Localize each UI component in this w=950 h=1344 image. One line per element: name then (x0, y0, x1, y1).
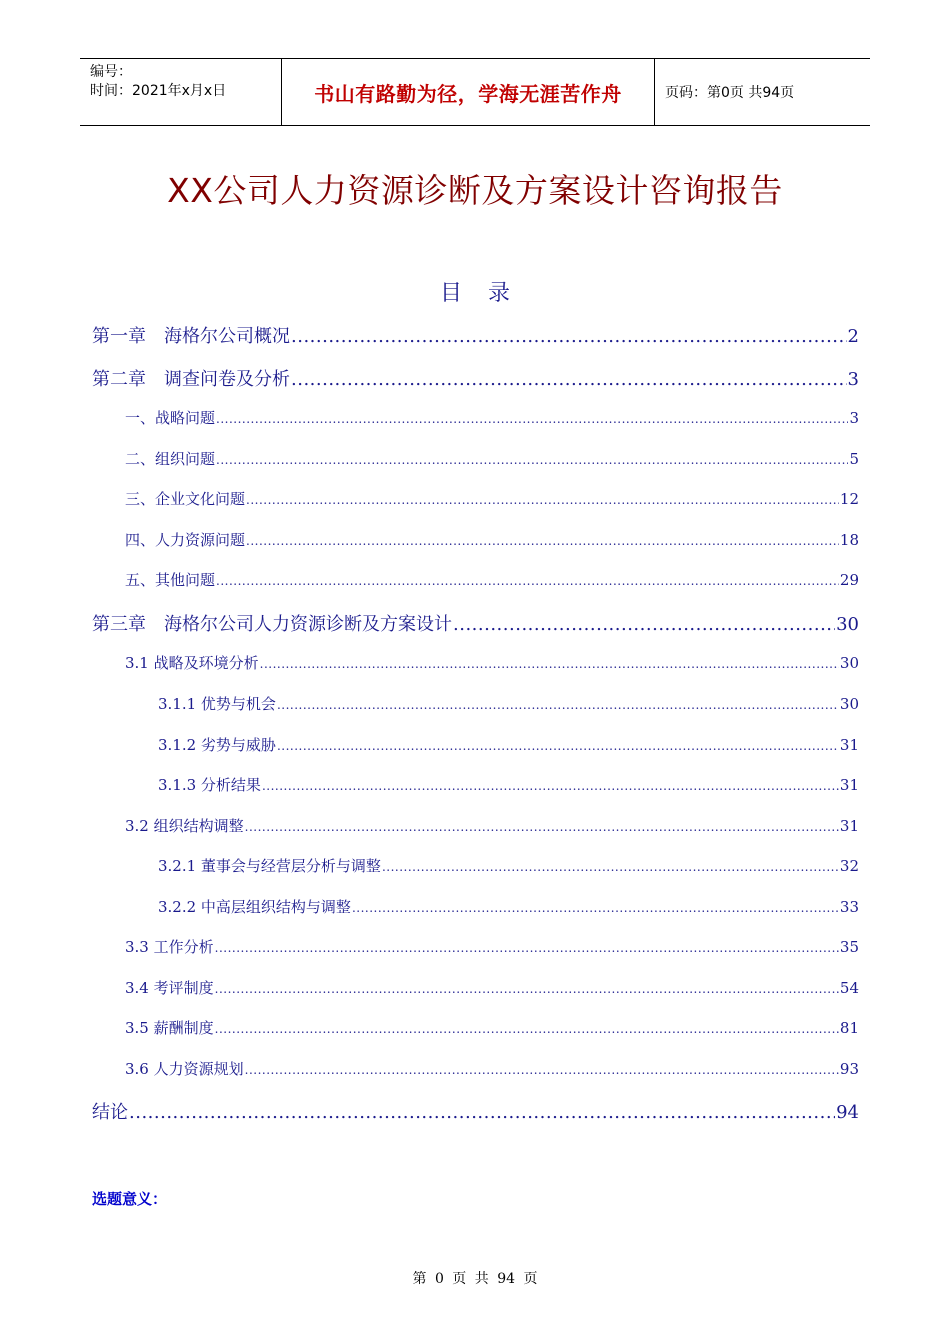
toc-entry-title: 二、组织问题 (125, 450, 216, 468)
toc-entry-page: 35 (839, 938, 859, 956)
toc-entry-title: 3.6 人力资源规划 (125, 1060, 244, 1078)
page-footer: 第 0 页 共 94 页 (412, 1271, 538, 1287)
header-motto: 书山有路勤为径，学海无涯苦作舟 (282, 59, 655, 125)
toc-entry-title: 四、人力资源问题 (125, 531, 246, 549)
toc-entry-title: 3.2 组织结构调整 (125, 817, 244, 835)
toc-entry[interactable] (125, 1017, 859, 1038)
toc-leader-dots (291, 369, 847, 390)
toc-entry[interactable] (125, 936, 859, 957)
toc-entry-page: 5 (849, 450, 859, 468)
toc-entry-title: 3.2.2 中高层组织结构与调整 (158, 898, 351, 916)
toc-entry-page: 54 (839, 979, 859, 997)
toc-entry[interactable] (125, 529, 859, 550)
toc-leader-dots (216, 574, 839, 588)
toc-entry[interactable] (125, 652, 859, 673)
toc-entry-title: 一、战略问题 (125, 409, 216, 427)
toc-entry-title: 3.2.1 董事会与经营层分析与调整 (158, 857, 381, 875)
toc-entry[interactable] (125, 815, 859, 836)
page-header (80, 58, 870, 126)
toc-entry-page: 3 (847, 369, 859, 390)
toc-entry-title: 3.1.1 优势与机会 (158, 695, 276, 713)
toc-leader-dots (291, 326, 847, 347)
toc-entry[interactable] (125, 977, 859, 998)
toc-leader-dots (215, 941, 839, 955)
toc-leader-dots (246, 534, 839, 548)
toc-leader-dots (277, 739, 839, 753)
toc-leader-dots (245, 1063, 839, 1077)
toc-entry[interactable] (158, 734, 859, 755)
toc-entry-page: 2 (847, 326, 859, 347)
serial-number-label: 编号： (90, 64, 132, 80)
date-line: 时间：2021年x月x日 (90, 83, 227, 99)
toc-entry-page: 29 (839, 571, 859, 589)
toc-leader-dots (216, 453, 848, 467)
toc-entry-page: 32 (839, 857, 859, 875)
toc-leader-dots (277, 698, 839, 712)
toc-entry-title: 第三章 海格尔公司人力资源诊断及方案设计 (92, 614, 452, 635)
toc-entry-page: 12 (839, 490, 859, 508)
toc-leader-dots (262, 779, 839, 793)
toc-entry[interactable] (125, 407, 859, 428)
toc-entry-page: 31 (839, 817, 859, 835)
toc-entry[interactable] (125, 569, 859, 590)
toc-leader-dots (216, 412, 848, 426)
toc-entry-page: 33 (839, 898, 859, 916)
toc-entry[interactable] (158, 896, 859, 917)
toc-leader-dots (215, 1022, 839, 1036)
toc-entry-title: 第一章 海格尔公司概况 (92, 326, 290, 347)
toc-leader-dots (382, 860, 839, 874)
toc-leader-dots (453, 614, 835, 635)
toc-leader-dots (129, 1102, 835, 1123)
toc-entry-page: 30 (839, 654, 859, 672)
toc-entry-page: 30 (839, 695, 859, 713)
toc-entry-title: 3.3 工作分析 (125, 938, 214, 956)
toc-entry[interactable] (125, 1058, 859, 1079)
toc-entry-title: 第二章 调查问卷及分析 (92, 369, 290, 390)
toc-entry[interactable] (92, 1098, 859, 1124)
toc-entry[interactable] (92, 322, 859, 348)
toc-heading: 目录 (439, 281, 536, 306)
toc-leader-dots (246, 493, 839, 507)
toc-entry-page: 93 (839, 1060, 859, 1078)
toc-leader-dots (245, 820, 839, 834)
toc-entry-title: 3.1.3 分析结果 (158, 776, 261, 794)
toc-entry-page: 81 (839, 1019, 859, 1037)
toc-leader-dots (215, 982, 839, 996)
toc-entry-title: 3.5 薪酬制度 (125, 1019, 214, 1037)
toc-entry-title: 三、企业文化问题 (125, 490, 246, 508)
toc-entry-title: 3.4 考评制度 (125, 979, 214, 997)
toc-entry[interactable] (125, 448, 859, 469)
toc-entry[interactable] (158, 693, 859, 714)
toc-entry[interactable] (158, 855, 859, 876)
toc-leader-dots (260, 657, 839, 671)
toc-entry-title: 五、其他问题 (125, 571, 216, 589)
toc-entry-page: 3 (849, 409, 859, 427)
toc-entry-title: 结论 (92, 1102, 128, 1123)
toc-entry-title: 3.1.2 劣势与威胁 (158, 736, 276, 754)
toc-entry-page: 94 (836, 1102, 859, 1123)
header-left-cell (80, 59, 282, 125)
toc-entry-title: 3.1 战略及环境分析 (125, 654, 259, 672)
toc-entry-page: 31 (839, 776, 859, 794)
toc-entry-page: 31 (839, 736, 859, 754)
toc-entry[interactable] (92, 365, 859, 391)
toc-leader-dots (352, 901, 839, 915)
section-label: 选题意义： (92, 1190, 168, 1208)
header-page-info: 页码：第0页 共94页 (665, 85, 795, 101)
toc-entry-page: 30 (836, 614, 859, 635)
toc-entry[interactable] (125, 488, 859, 509)
toc-entry[interactable] (92, 610, 859, 636)
toc-entry-page: 18 (839, 531, 859, 549)
document-title: XX公司人力资源诊断及方案设计咨询报告 (167, 171, 783, 210)
toc-entry[interactable] (158, 774, 859, 795)
